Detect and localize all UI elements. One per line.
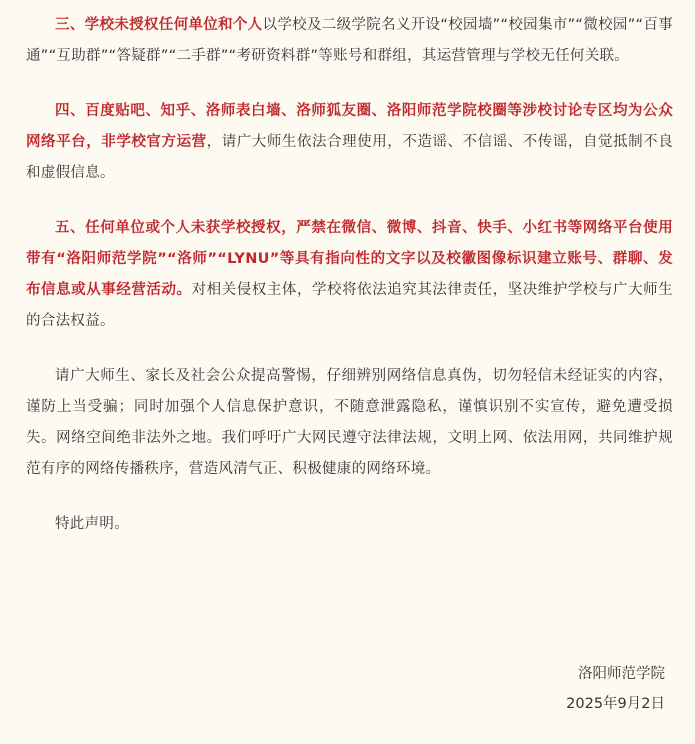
- signature-organization: 洛阳师范学院: [578, 666, 665, 682]
- closing-statement: 特此声明。: [55, 516, 129, 532]
- paragraph-item-3: [26, 10, 673, 72]
- paragraph-appeal: [26, 361, 673, 485]
- paragraph-highlight: 五、任何单位或个人未获学校授权，严禁在微信、微博、抖音、快手、小红书等网络平台使用带有“洛阳师范学院”“洛师”“LYNU”等具有指向性的文字以及校徽图像标识建立账号、群聊、发布信息或从事经营活动。: [26, 220, 673, 298]
- paragraph-text: 以学校及二级学院名义开设“校园墙”“校园集市”“微校园”“百事通”“互助群”“答疑群”“二手群”“考研资料群”等账号和群组，其运营管理与学校无任何关联。: [26, 17, 673, 64]
- paragraph-text: 请广大师生、家长及社会公众提高警惕，仔细辨别网络信息真伪，切勿轻信未经证实的内容，谨防上当受骗；同时加强个人信息保护意识，不随意泄露隐私，谨慎识别不实宣传，避免遭受损失。网络空间绝非法外之地。我们呼吁广大网民遵守法律法规，文明上网、依法用网，共同维护规范有序的网络传播秩序，营造风清气正、积极健康的网络环境。: [26, 368, 673, 477]
- paragraph-item-4: [26, 96, 673, 189]
- paragraph-highlight: 三、学校未授权任何单位和个人: [55, 17, 263, 33]
- paragraph-highlight: 四、百度贴吧、知乎、洛师表白墙、洛师狐友圈、洛阳师范学院校圈等涉校讨论专区均为公众网络平台，非学校官方运营: [26, 103, 673, 150]
- signature-date: 2025年9月2日: [566, 696, 665, 712]
- paragraph-text: 对相关侵权主体，学校将依法追究其法律责任，坚决维护学校与广大师生的合法权益。: [26, 282, 673, 329]
- paragraph-item-5: [26, 213, 673, 337]
- paragraph-text: ，请广大师生依法合理使用，不造谣、不信谣、不传谣，自觉抵制不良和虚假信息。: [26, 134, 674, 181]
